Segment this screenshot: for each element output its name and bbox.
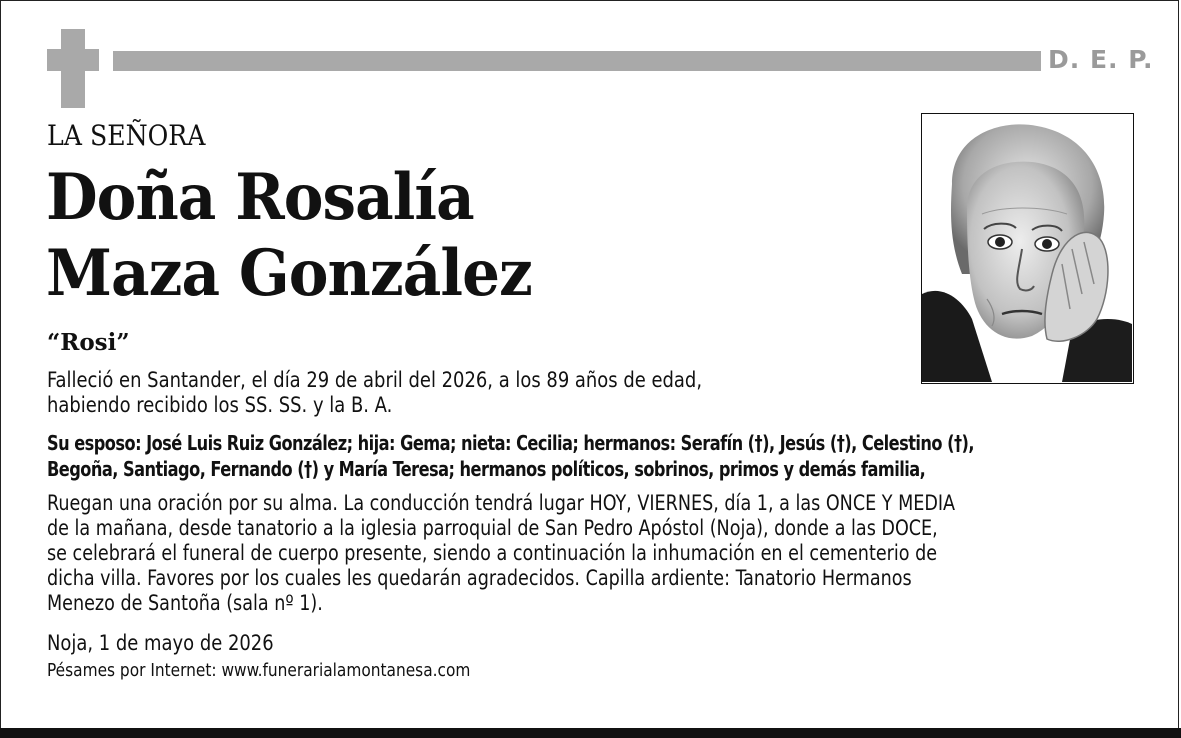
- ceremony-line: Ruegan una oración por su alma. La conducción tendrá lugar HOY, VIERNES, día 1, a las ONCE Y MEDIA: [47, 491, 956, 515]
- dep-label: D. E. P.: [1048, 45, 1154, 74]
- nickname: “Rosi”: [47, 329, 130, 356]
- ceremony-line: Menezo de Santoña (sala nº 1).: [47, 591, 323, 615]
- death-notice-line: Falleció en Santander, el día 29 de abril del 2026, a los 89 años de edad,: [47, 368, 703, 392]
- bottom-rule: [0, 728, 1181, 738]
- death-notice-line: habiendo recibido los SS. SS. y la B. A.: [47, 393, 393, 417]
- condolences-link[interactable]: Pésames por Internet: www.funerarialamontanesa.com: [47, 660, 471, 681]
- ceremony-line: dicha villa. Favores por los cuales les quedarán agradecidos. Capilla ardiente: Tanatorio Hermanos: [47, 566, 912, 590]
- honorific: LA SEÑORA: [47, 119, 206, 152]
- place-date: Noja, 1 de mayo de 2026: [47, 631, 274, 655]
- name-line-1: Doña Rosalía: [46, 160, 474, 235]
- portrait-photo: [921, 113, 1134, 384]
- ceremony-line: de la mañana, desde tanatorio a la iglesia parroquial de San Pedro Apóstol (Noja), donde a las DOCE,: [47, 516, 938, 540]
- name-line-2: Maza González: [46, 236, 532, 311]
- family-line: Su esposo: José Luis Ruiz González; hija: Gema; nieta: Cecilia; hermanos: Serafín (†), Jesús (†), Celestino (†),: [47, 431, 974, 455]
- death-notice: [47, 368, 836, 418]
- family-list: [47, 430, 1073, 482]
- family-line: Begoña, Santiago, Fernando (†) y María Teresa; hermanos políticos, sobrinos, primos y demás familia,: [47, 457, 926, 481]
- ceremony-details: [47, 491, 1117, 616]
- portrait-photo-icon: [922, 114, 1132, 382]
- deceased-name: [46, 160, 532, 312]
- header-rule: [113, 51, 1041, 71]
- ceremony-line: se celebrará el funeral de cuerpo presente, siendo a continuación la inhumación en el cementerio de: [47, 541, 938, 565]
